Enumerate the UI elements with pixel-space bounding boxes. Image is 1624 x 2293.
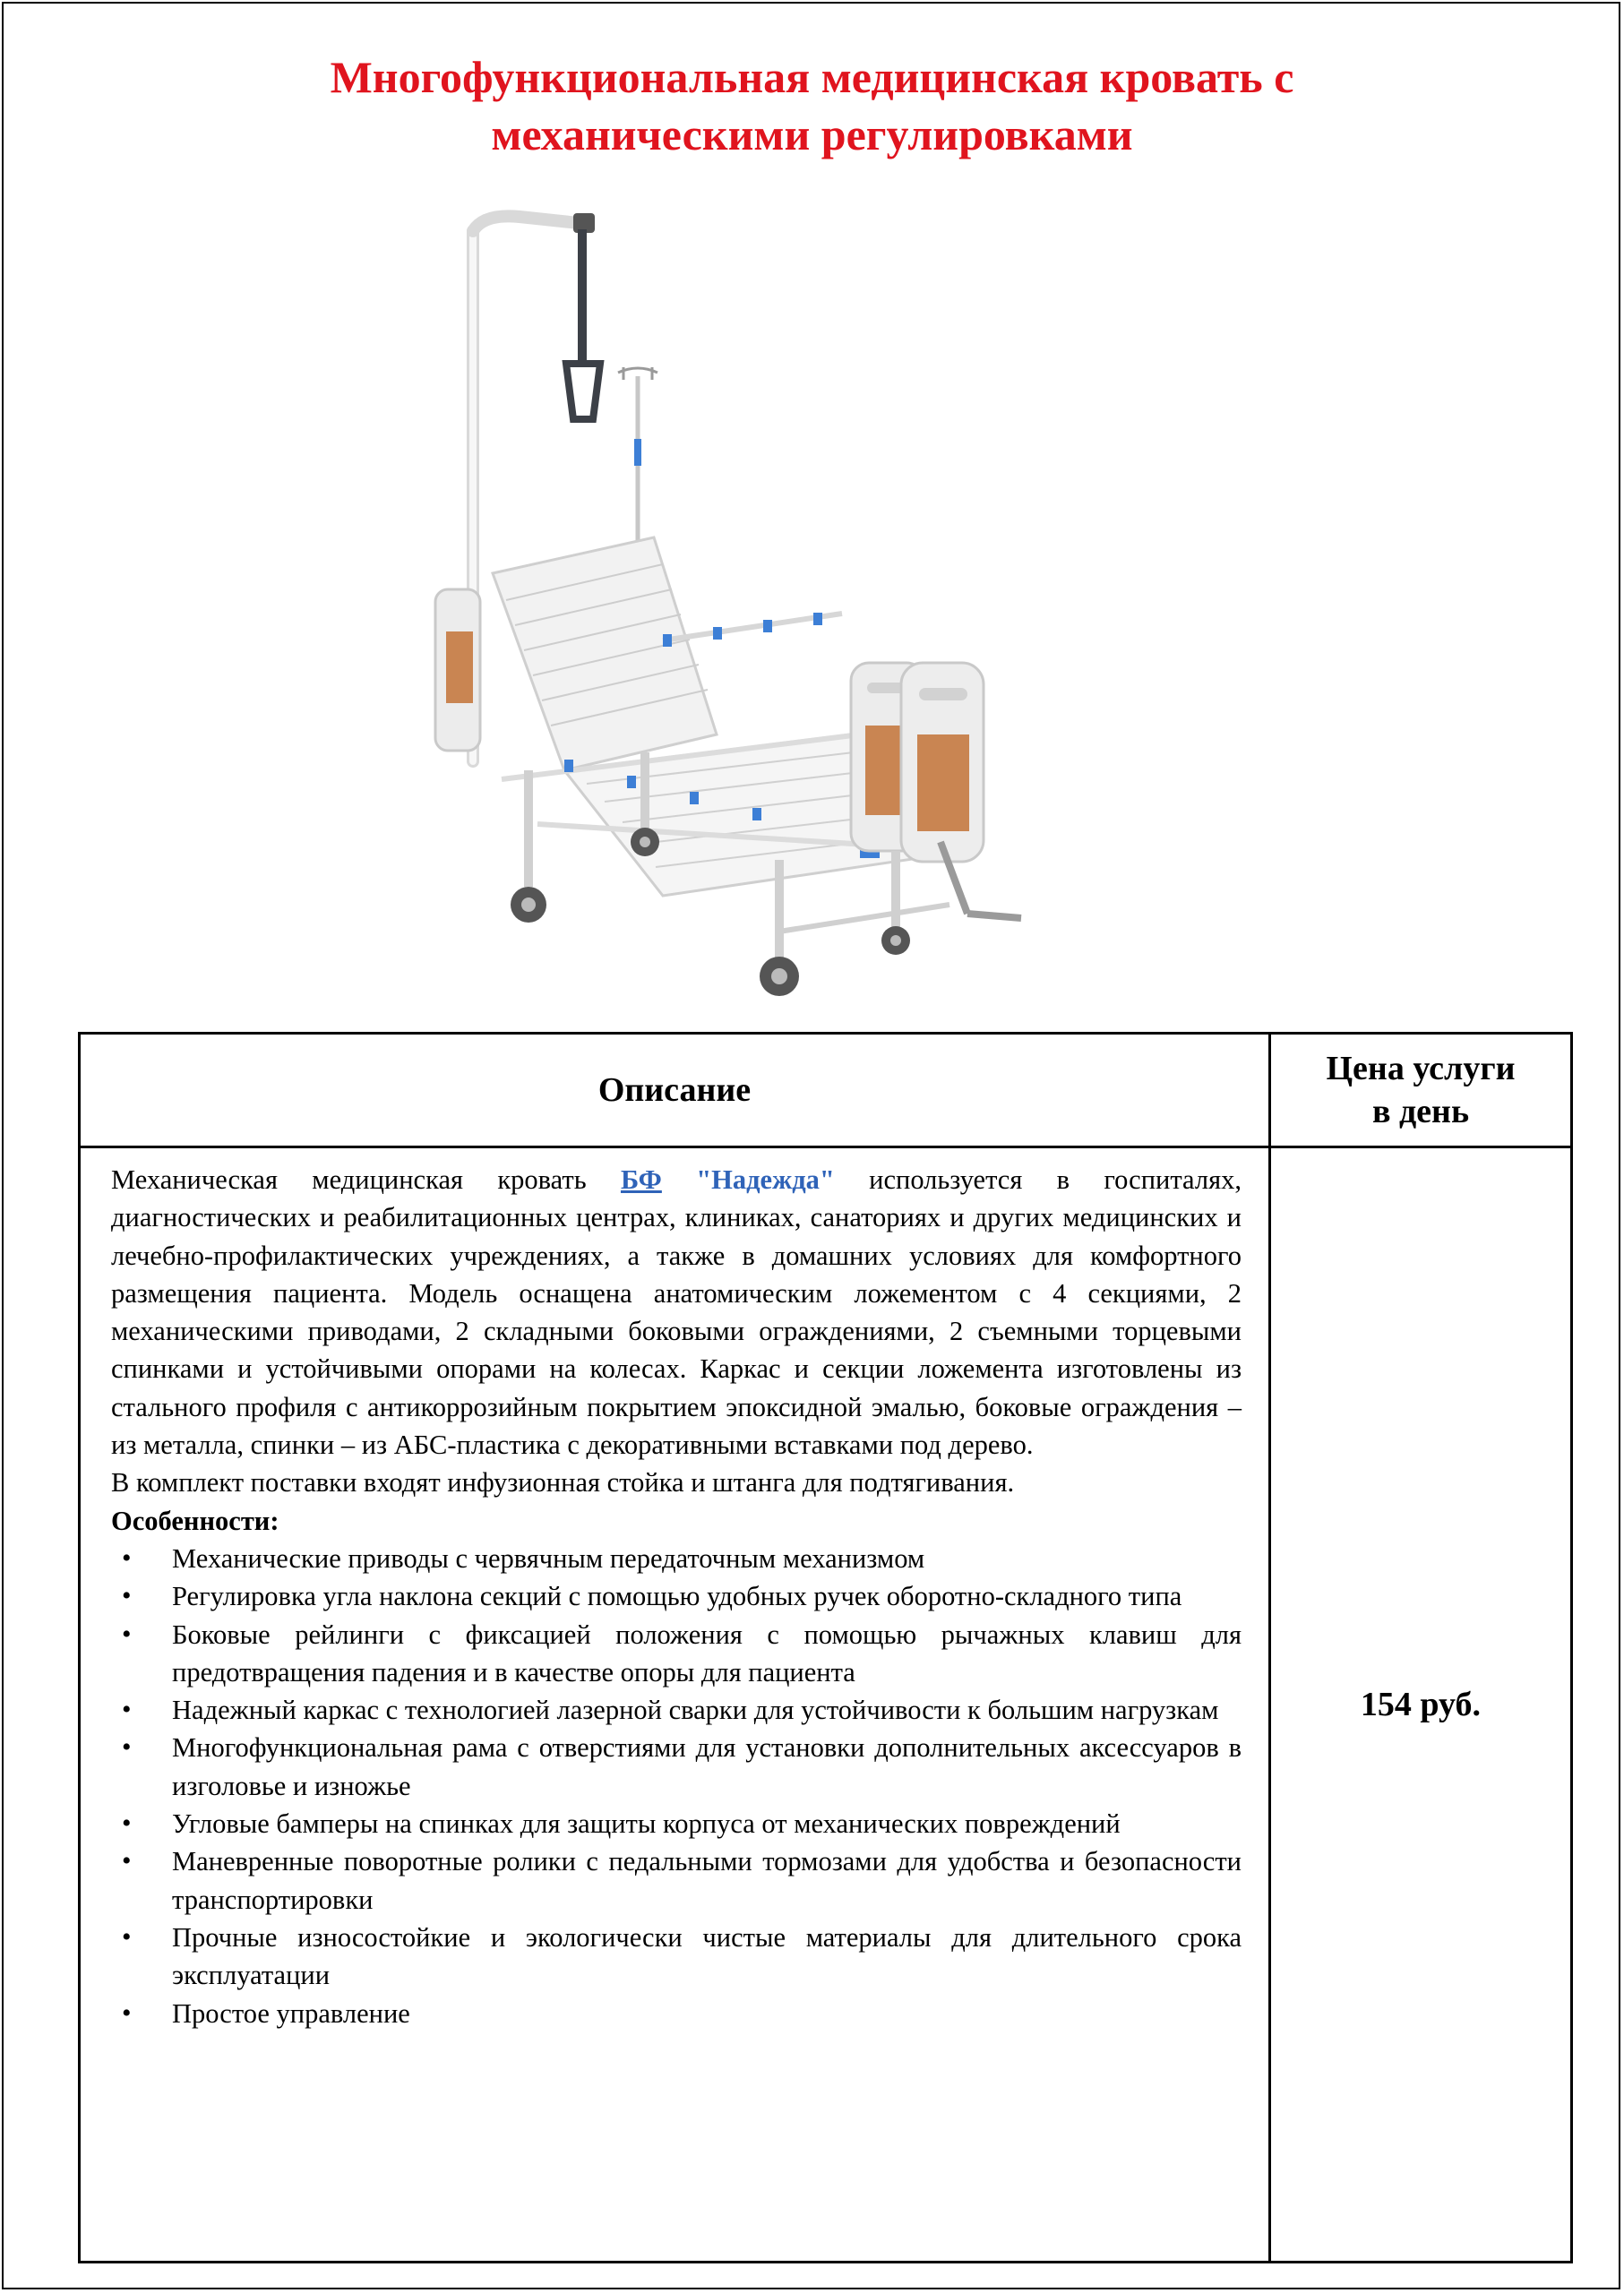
list-item: • Многофункциональная рама с отверстиями для установки дополнительных аксессуаров в изголовье и изножье [111,1729,1242,1805]
brand-name: "Надежда" [696,1164,835,1195]
brand-link[interactable]: БФ [620,1164,662,1195]
header-price: Цена услуги в день [1270,1034,1572,1147]
table-row [80,1147,1572,2263]
list-item: • Регулировка угла наклона секций с помощью удобных ручек оборотно-складного типа [111,1577,1242,1615]
intro-text-start: Механическая медицинская кровать [111,1164,621,1195]
medical-bed-photo [394,197,1218,1021]
price-value: 154 руб. [1270,1147,1572,2263]
list-item: • Прочные износостойкие и экологически чистые материалы для длительного срока эксплуатации [111,1919,1242,1995]
price-table [78,1032,1573,2263]
description-paragraph [111,1161,1242,1464]
list-item: • Простое управление [111,1995,1242,2032]
features-list [111,1540,1242,2032]
page-title: Многофункциональная медицинская кровать с механическими регулировками [330,52,1294,159]
description-cell [80,1147,1270,2263]
intro-text-end: используется в госпиталях, диагностических и реабилитационных центрах, клиниках, санаториях и других медицинских и лечебно-профилактических учреждениях, а также в домашних условиях для комфортного размещения пациента. Модель оснащена анатомическим ложементом с 4 секциями, 2 механическими приводами, 2 складными боковыми ограждениями, 2 съемными торцевыми спинками и устойчивыми опорами на колесах. Каркас и секции ложемента изготовлены из стального профиля с антикоррозийным покрытием эпоксидной эмалью, боковые ограждения – из металла, спинки – из АБС-пластика с декоративными вставками под дерево. [111,1164,1242,1461]
kit-paragraph: В комплект поставки входят инфузионная стойка и штанга для подтягивания. [111,1467,1015,1499]
list-item: • Угловые бамперы на спинках для защиты корпуса от механических повреждений [111,1805,1242,1842]
list-item: • Надежный каркас с технологией лазерной сварки для устойчивости к большим нагрузкам [111,1691,1242,1729]
list-item: • Маневренные поворотные ролики с педальными тормозами для удобства и безопасности транспортировки [111,1842,1242,1919]
list-item: • Боковые рейлинги с фиксацией положения с помощью рычажных клавиш для предотвращения падения и в качестве опоры для пациента [111,1616,1242,1692]
features-title: Особенности: [111,1505,279,1536]
list-item: • Механические приводы с червячным передаточным механизмом [111,1540,1242,1577]
header-description: Описание [80,1034,1270,1147]
table-header-row [80,1034,1572,1147]
